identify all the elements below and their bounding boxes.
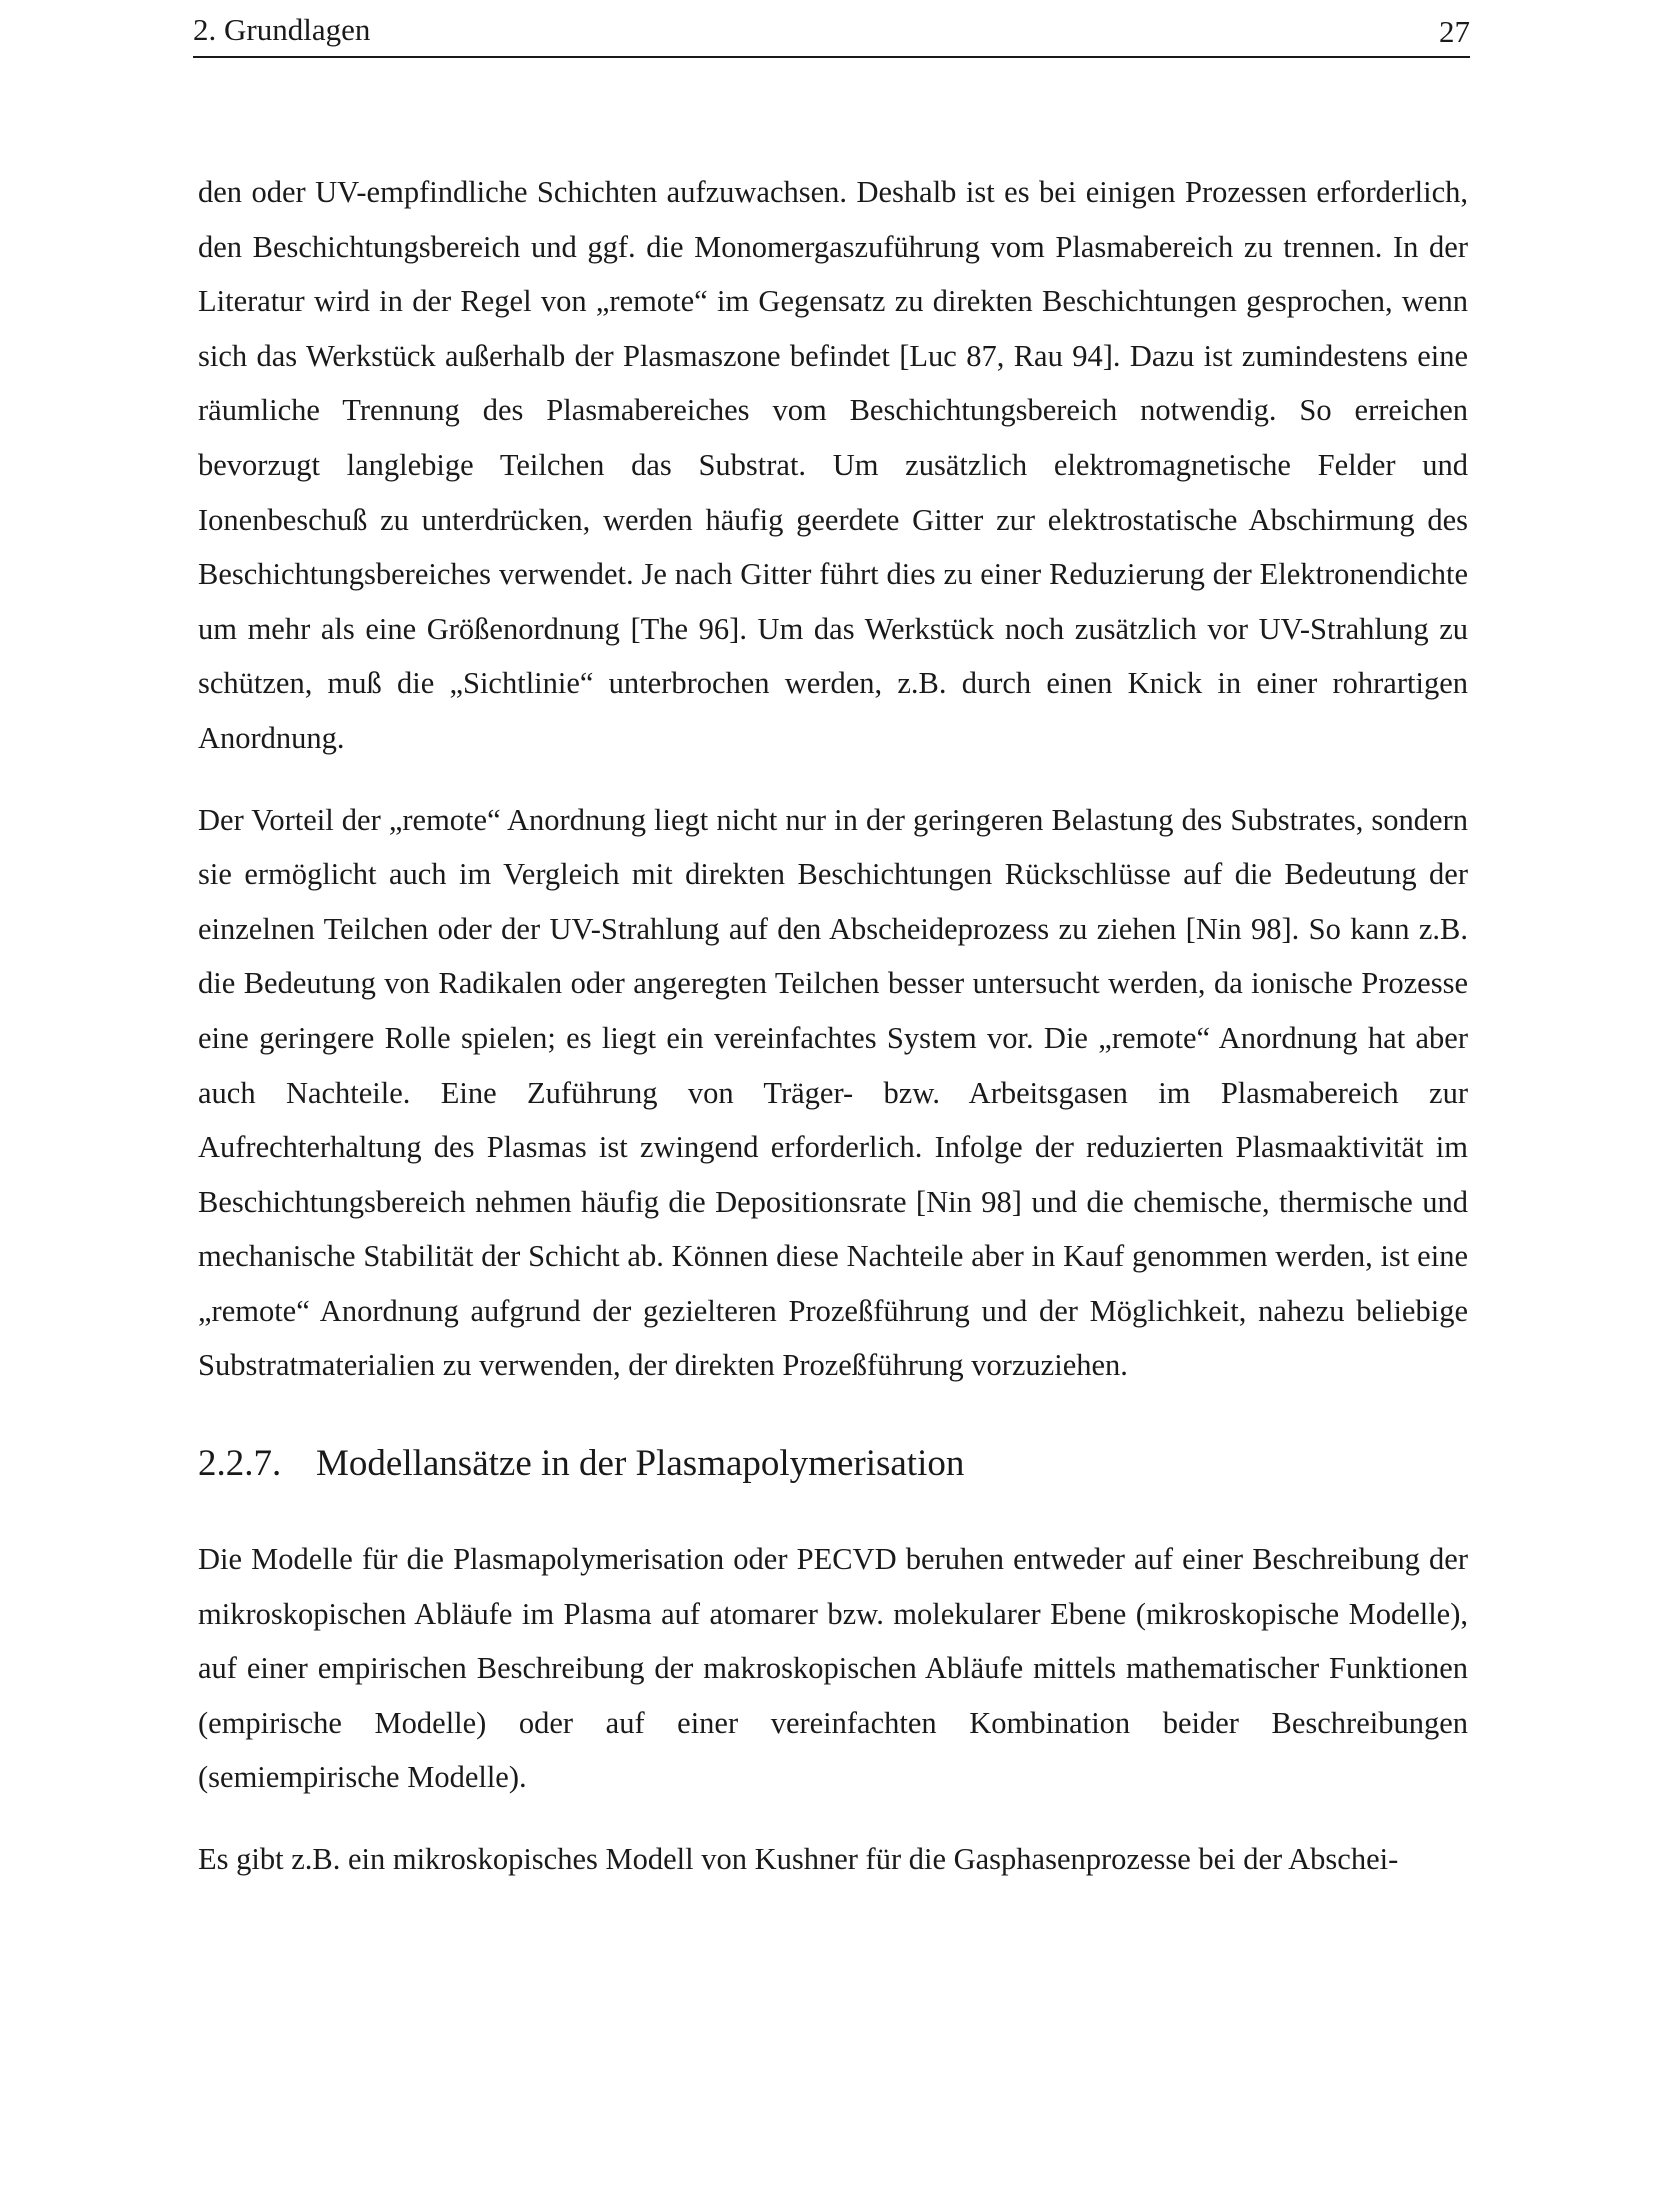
header-page-number: 27 xyxy=(1439,14,1470,49)
running-header xyxy=(193,8,1470,58)
paragraph-kushner-model: Es gibt z.B. ein mikroskopisches Modell von Kushner für die Gasphasenprozesse bei der Abschei- xyxy=(198,1842,1399,1877)
header-chapter-title: 2. Grundlagen xyxy=(193,12,371,47)
paragraph-remote-advantages: Der Vorteil der „remote“ Anordnung liegt nicht nur in der geringeren Belastung des Substrates, sondern sie ermöglicht auch im Vergleich mit direkten Beschichtungen Rückschlüsse auf die Bedeutung der einzelnen Teilchen oder der UV-Strahlung auf den Abscheideprozess zu ziehen [Nin 98]. So kann z.B. die Bedeutung von Radikalen oder angeregten Teilchen besser untersucht werden, da ionische Prozesse eine geringere Rolle spielen; es liegt ein vereinfachtes System vor. Die „remote“ Anordnung hat aber auch Nachteile. Eine Zuführung von Träger- bzw. Arbeitsgasen im Plasmabereich zur Aufrechterhaltung des Plasmas ist zwingend erforderlich. Infolge der reduzierten Plasmaaktivität im Beschichtungsbereich nehmen häufig die Depositionsrate [Nin 98] und die chemische, thermische und mechanische Stabilität der Schicht ab. Können diese Nachteile aber in Kauf genommen werden, ist eine „remote“ Anordnung aufgrund der gezielteren Prozeßführung und der Möglichkeit, nahezu beliebige Substratmaterialien zu verwenden, der direkten Prozeßführung vorzuziehen. xyxy=(198,802,1468,1383)
body-text xyxy=(198,165,1468,1887)
section-title: Modellansätze in der Plasmapolymerisation xyxy=(316,1443,965,1485)
paragraph-models-overview: Die Modelle für die Plasmapolymerisation oder PECVD beruhen entweder auf einer Beschreibung der mikroskopischen Abläufe im Plasma auf atomarer bzw. molekularer Ebene (mikroskopische Modelle), auf einer empirischen Beschreibung der makroskopischen Abläufe mittels mathematischer Funktionen (empirische Modelle) oder auf einer vereinfachten Kombination beider Beschreibungen (semiempirische Modelle). xyxy=(198,1542,1468,1795)
section-number: 2.2.7. xyxy=(198,1443,282,1485)
section-heading xyxy=(198,1440,1468,1488)
paragraph-remote-coating: den oder UV-empfindliche Schichten aufzuwachsen. Deshalb ist es bei einigen Prozessen erforderlich, den Beschichtungsbereich und ggf. die Monomergaszuführung vom Plasmabereich zu trennen. In der Literatur wird in der Regel von „remote“ im Gegensatz zu direkten Beschichtungen gesprochen, wenn sich das Werkstück außerhalb der Plasmaszone befindet [Luc 87, Rau 94]. Dazu ist zumindestens eine räumliche Trennung des Plasmabereiches vom Beschichtungsbereich notwendig. So erreichen bevorzugt langlebige Teilchen das Substrat. Um zusätzlich elektromagnetische Felder und Ionenbeschuß zu unterdrücken, werden häufig geerdete Gitter zur elektrostatische Abschirmung des Beschichtungsbereiches verwendet. Je nach Gitter führt dies zu einer Reduzierung der Elektronendichte um mehr als eine Größenordnung [The 96]. Um das Werkstück noch zusätzlich vor UV-Strahlung zu schützen, muß die „Sichtlinie“ unterbrochen werden, z.B. durch einen Knick in einer rohrartigen Anordnung. xyxy=(198,175,1468,755)
